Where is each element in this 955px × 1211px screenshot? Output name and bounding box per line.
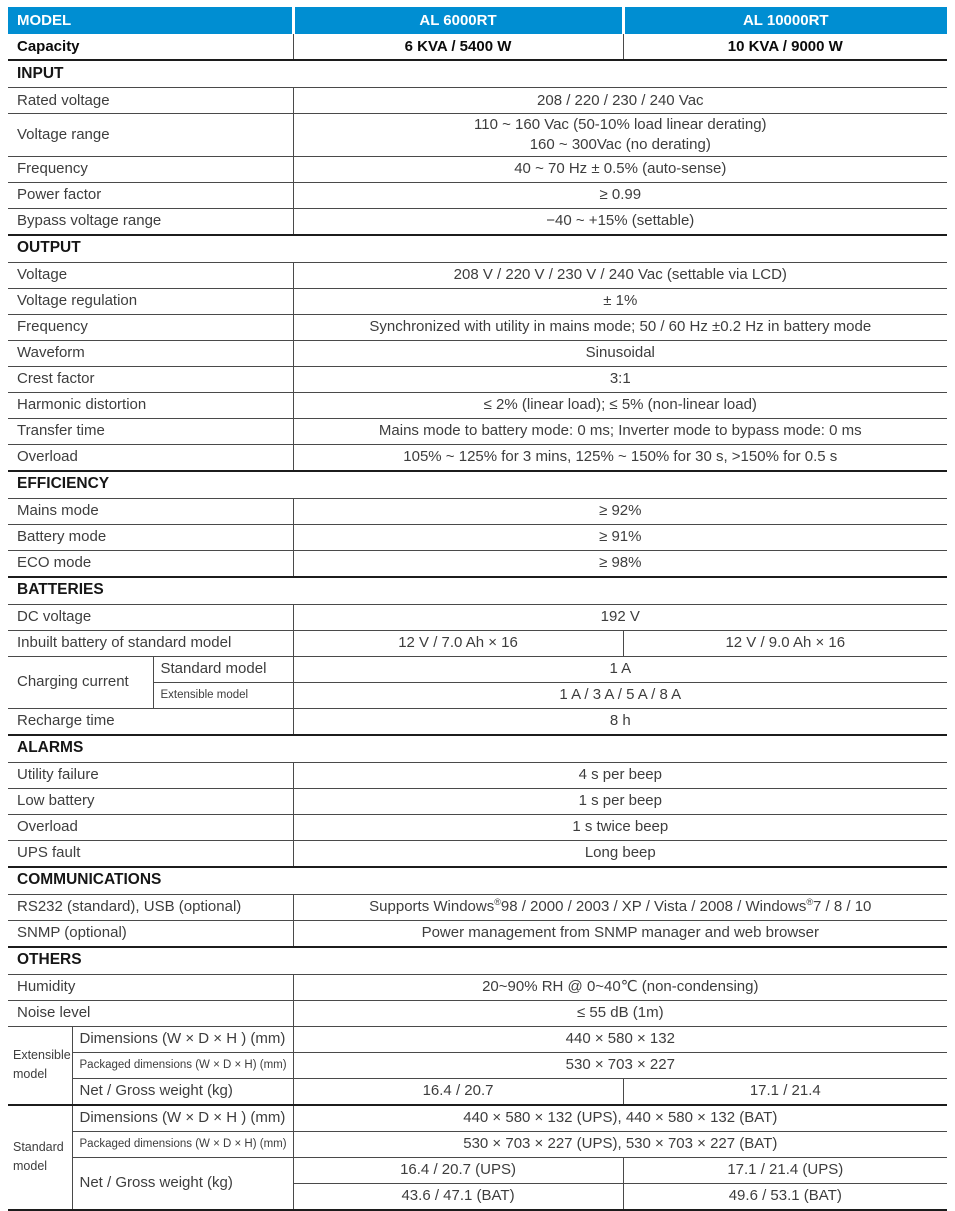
spec-label: Power factor <box>8 182 293 208</box>
group-sublabel: Net / Gross weight (kg) <box>72 1157 293 1210</box>
spec-row <box>8 1026 947 1052</box>
section-header: ALARMS <box>8 735 947 763</box>
spec-row <box>8 762 947 788</box>
spec-label: RS232 (standard), USB (optional) <box>8 894 293 920</box>
spec-value: 6 KVA / 5400 W <box>293 34 623 60</box>
spec-label: UPS fault <box>8 840 293 867</box>
spec-row <box>8 840 947 867</box>
spec-value: Sinusoidal <box>293 340 947 366</box>
header-model-al6000rt: AL 6000RT <box>293 7 623 34</box>
spec-label: Overload <box>8 814 293 840</box>
spec-table <box>8 7 947 1211</box>
spec-label: DC voltage <box>8 604 293 630</box>
group-sublabel: Net / Gross weight (kg) <box>72 1078 293 1105</box>
section-header: INPUT <box>8 60 947 88</box>
spec-value: ≥ 91% <box>293 524 947 550</box>
section-header: BATTERIES <box>8 577 947 605</box>
group-sublabel: Extensible model <box>153 682 293 708</box>
spec-row <box>8 392 947 418</box>
section-row <box>8 947 947 975</box>
spec-row <box>8 656 947 682</box>
spec-row <box>8 34 947 60</box>
section-row <box>8 735 947 763</box>
section-row <box>8 471 947 499</box>
group-label: Standard model <box>8 1105 72 1210</box>
spec-label: Battery mode <box>8 524 293 550</box>
spec-value: 17.1 / 21.4 <box>623 1078 947 1105</box>
section-header: OTHERS <box>8 947 947 975</box>
spec-value: 208 / 220 / 230 / 240 Vac <box>293 88 947 114</box>
spec-value: 10 KVA / 9000 W <box>623 34 947 60</box>
spec-value: 16.4 / 20.7 (UPS) <box>293 1157 623 1183</box>
spec-row <box>8 288 947 314</box>
spec-value: 1 A / 3 A / 5 A / 8 A <box>293 682 947 708</box>
spec-value: 440 × 580 × 132 <box>293 1026 947 1052</box>
spec-row <box>8 262 947 288</box>
spec-value: 530 × 703 × 227 <box>293 1052 947 1078</box>
spec-value: 16.4 / 20.7 <box>293 1078 623 1105</box>
spec-row <box>8 1105 947 1132</box>
spec-value: Supports Windows®98 / 2000 / 2003 / XP / Vista / 2008 / Windows®7 / 8 / 10 <box>293 894 947 920</box>
spec-label: Humidity <box>8 974 293 1000</box>
spec-value: 12 V / 9.0 Ah × 16 <box>623 630 947 656</box>
spec-value: 530 × 703 × 227 (UPS), 530 × 703 × 227 (BAT) <box>293 1131 947 1157</box>
spec-row <box>8 1131 947 1157</box>
spec-label: Bypass voltage range <box>8 208 293 235</box>
spec-value: 1 A <box>293 656 947 682</box>
spec-row <box>8 630 947 656</box>
spec-row <box>8 814 947 840</box>
spec-value: 3:1 <box>293 366 947 392</box>
spec-value: 105% ~ 125% for 3 mins, 125% ~ 150% for 30 s, >150% for 0.5 s <box>293 444 947 471</box>
section-row <box>8 60 947 88</box>
spec-value: −40 ~ +15% (settable) <box>293 208 947 235</box>
spec-table-body <box>8 7 947 1210</box>
section-header: OUTPUT <box>8 235 947 263</box>
spec-value: ≥ 92% <box>293 498 947 524</box>
spec-row <box>8 418 947 444</box>
spec-row <box>8 974 947 1000</box>
spec-value: ≤ 2% (linear load); ≤ 5% (non-linear load) <box>293 392 947 418</box>
group-sublabel: Dimensions (W × D × H ) (mm) <box>72 1026 293 1052</box>
spec-label: Capacity <box>17 37 80 55</box>
section-row <box>8 235 947 263</box>
group-sublabel: Packaged dimensions (W × D × H) (mm) <box>72 1131 293 1157</box>
section-header: EFFICIENCY <box>8 471 947 499</box>
spec-row <box>8 314 947 340</box>
spec-label: Frequency <box>8 156 293 182</box>
spec-label: Voltage range <box>8 114 293 157</box>
group-label: Extensible model <box>8 1026 72 1105</box>
spec-label: Low battery <box>8 788 293 814</box>
spec-label: ECO mode <box>8 550 293 577</box>
spec-value: 110 ~ 160 Vac (50-10% load linear derating) 160 ~ 300Vac (no derating) <box>293 114 947 157</box>
spec-row <box>8 920 947 947</box>
spec-label: SNMP (optional) <box>8 920 293 947</box>
spec-value: 4 s per beep <box>293 762 947 788</box>
spec-row <box>8 550 947 577</box>
spec-value: 20~90% RH @ 0~40℃ (non-condensing) <box>293 974 947 1000</box>
spec-label: Utility failure <box>8 762 293 788</box>
spec-row <box>8 894 947 920</box>
spec-label: Noise level <box>8 1000 293 1026</box>
spec-label: Overload <box>8 444 293 471</box>
group-sublabel: Dimensions (W × D × H ) (mm) <box>72 1105 293 1132</box>
spec-value: 8 h <box>293 708 947 735</box>
spec-value: 49.6 / 53.1 (BAT) <box>623 1183 947 1210</box>
header-model-al10000rt: AL 10000RT <box>623 7 947 34</box>
spec-row <box>8 1000 947 1026</box>
spec-row <box>8 340 947 366</box>
spec-row <box>8 708 947 735</box>
spec-value: 1 s twice beep <box>293 814 947 840</box>
spec-value: ≥ 0.99 <box>293 182 947 208</box>
group-sublabel: Standard model <box>153 656 293 682</box>
spec-row <box>8 208 947 235</box>
spec-value: 12 V / 7.0 Ah × 16 <box>293 630 623 656</box>
spec-label: Waveform <box>8 340 293 366</box>
spec-value: 17.1 / 21.4 (UPS) <box>623 1157 947 1183</box>
spec-row <box>8 524 947 550</box>
group-sublabel: Packaged dimensions (W × D × H) (mm) <box>72 1052 293 1078</box>
spec-label: Harmonic distortion <box>8 392 293 418</box>
header-model-column: MODEL <box>8 7 293 34</box>
spec-label: Inbuilt battery of standard model <box>8 630 293 656</box>
spec-value: Long beep <box>293 840 947 867</box>
spec-value: ≤ 55 dB (1m) <box>293 1000 947 1026</box>
spec-value: 1 s per beep <box>293 788 947 814</box>
spec-value: ± 1% <box>293 288 947 314</box>
spec-value: 40 ~ 70 Hz ± 0.5% (auto-sense) <box>293 156 947 182</box>
section-row <box>8 577 947 605</box>
spec-label: Mains mode <box>8 498 293 524</box>
spec-row <box>8 1078 947 1105</box>
spec-value: 43.6 / 47.1 (BAT) <box>293 1183 623 1210</box>
spec-value: Synchronized with utility in mains mode; 50 / 60 Hz ±0.2 Hz in battery mode <box>293 314 947 340</box>
spec-row <box>8 1052 947 1078</box>
spec-value: Mains mode to battery mode: 0 ms; Inverter mode to bypass mode: 0 ms <box>293 418 947 444</box>
spec-row <box>8 366 947 392</box>
table-header-row <box>8 7 947 34</box>
spec-label: Voltage regulation <box>8 288 293 314</box>
spec-row <box>8 498 947 524</box>
spec-label: Crest factor <box>8 366 293 392</box>
spec-row <box>8 444 947 471</box>
spec-row <box>8 1157 947 1183</box>
section-row <box>8 867 947 895</box>
spec-row <box>8 182 947 208</box>
spec-value: ≥ 98% <box>293 550 947 577</box>
spec-label: Rated voltage <box>8 88 293 114</box>
spec-value: 208 V / 220 V / 230 V / 240 Vac (settable via LCD) <box>293 262 947 288</box>
group-label: Charging current <box>8 656 153 708</box>
spec-value: 192 V <box>293 604 947 630</box>
section-header: COMMUNICATIONS <box>8 867 947 895</box>
spec-label: Transfer time <box>8 418 293 444</box>
spec-label: Recharge time <box>8 708 293 735</box>
spec-row <box>8 156 947 182</box>
spec-label: Frequency <box>8 314 293 340</box>
spec-row <box>8 114 947 157</box>
spec-row <box>8 88 947 114</box>
spec-value: 440 × 580 × 132 (UPS), 440 × 580 × 132 (BAT) <box>293 1105 947 1132</box>
spec-value: Power management from SNMP manager and web browser <box>293 920 947 947</box>
spec-label: Voltage <box>8 262 293 288</box>
spec-row <box>8 604 947 630</box>
spec-row <box>8 788 947 814</box>
